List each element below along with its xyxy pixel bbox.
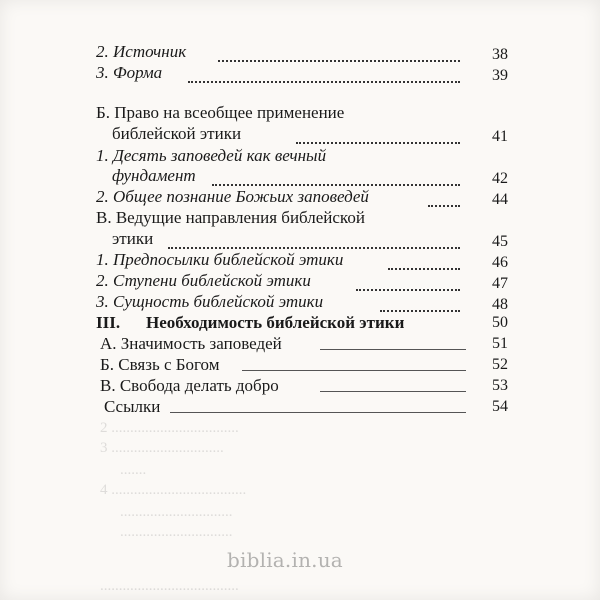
toc-entry-label: В. Ведущие направления библейской [96,208,365,227]
leader-rule [320,349,466,350]
bleed-through-text: 4 .................................... [100,482,247,498]
toc-page-number: 45 [492,233,508,250]
bleed-through-text: .............................. [120,524,233,540]
leader-rule [320,391,466,392]
toc-page-number: 39 [492,67,508,84]
bleed-through-text: .............................. [120,504,233,520]
leader-dots [388,254,460,270]
toc-page-number: 46 [492,254,508,271]
bleed-through-text: 2 .................................. [100,420,239,436]
toc-entry-label: А. Значимость заповедей [100,334,282,353]
leader-dots [188,67,460,83]
toc-entry-label: библейской этики [112,124,242,143]
toc-page-number: 48 [492,296,508,313]
toc-page-number: 51 [492,335,508,352]
toc-page-number: 47 [492,275,508,292]
toc-page-number: 50 [492,314,508,331]
toc-page-number: 53 [492,377,508,394]
bleed-through-text: ..................................... [100,578,239,594]
watermark: biblia.in.ua [227,548,343,572]
toc-chapter-number: III. [96,313,121,332]
toc-entry-label: В. Свобода делать добро [100,376,279,395]
leader-dots [428,191,460,207]
toc-entry-label: этики [112,229,154,248]
toc-page-number: 41 [492,128,508,145]
leader-dots [212,170,460,186]
leader-dots [296,128,460,144]
toc-entry-label: Ссылки [104,397,161,416]
toc-page-number: 54 [492,398,508,415]
toc-entry-label: 2. Источник [96,42,187,61]
toc-page-number: 44 [492,191,508,208]
leader-dots [218,46,460,62]
toc-page-number: 52 [492,356,508,373]
toc-entry-label: 2. Ступени библейской этики [96,271,311,290]
toc-entry-label: Б. Право на всеобщее применение [96,103,345,122]
toc-entry-label: 3. Сущность библейской этики [96,292,324,311]
leader-dots [168,233,460,249]
toc-entry-label: 3. Форма [96,63,163,82]
toc-entry-label: фундамент [112,166,196,185]
toc-chapter-title: Необходимость библейской этики [146,313,405,332]
leader-dots [380,296,460,312]
leader-rule [242,370,466,371]
toc-entry-label: Б. Связь с Богом [100,355,220,374]
toc-page-number: 38 [492,46,508,63]
toc-entry-label: 1. Десять заповедей как вечный [96,146,327,165]
bleed-through-text: ....... [120,462,147,478]
toc-entry-label: 2. Общее познание Божьих заповедей [96,187,369,206]
bleed-through-text: 3 .............................. [100,440,224,456]
leader-rule [170,412,466,413]
leader-dots [356,275,460,291]
toc-page-number: 42 [492,170,508,187]
toc-entry-label: 1. Предпосылки библейской этики [96,250,344,269]
